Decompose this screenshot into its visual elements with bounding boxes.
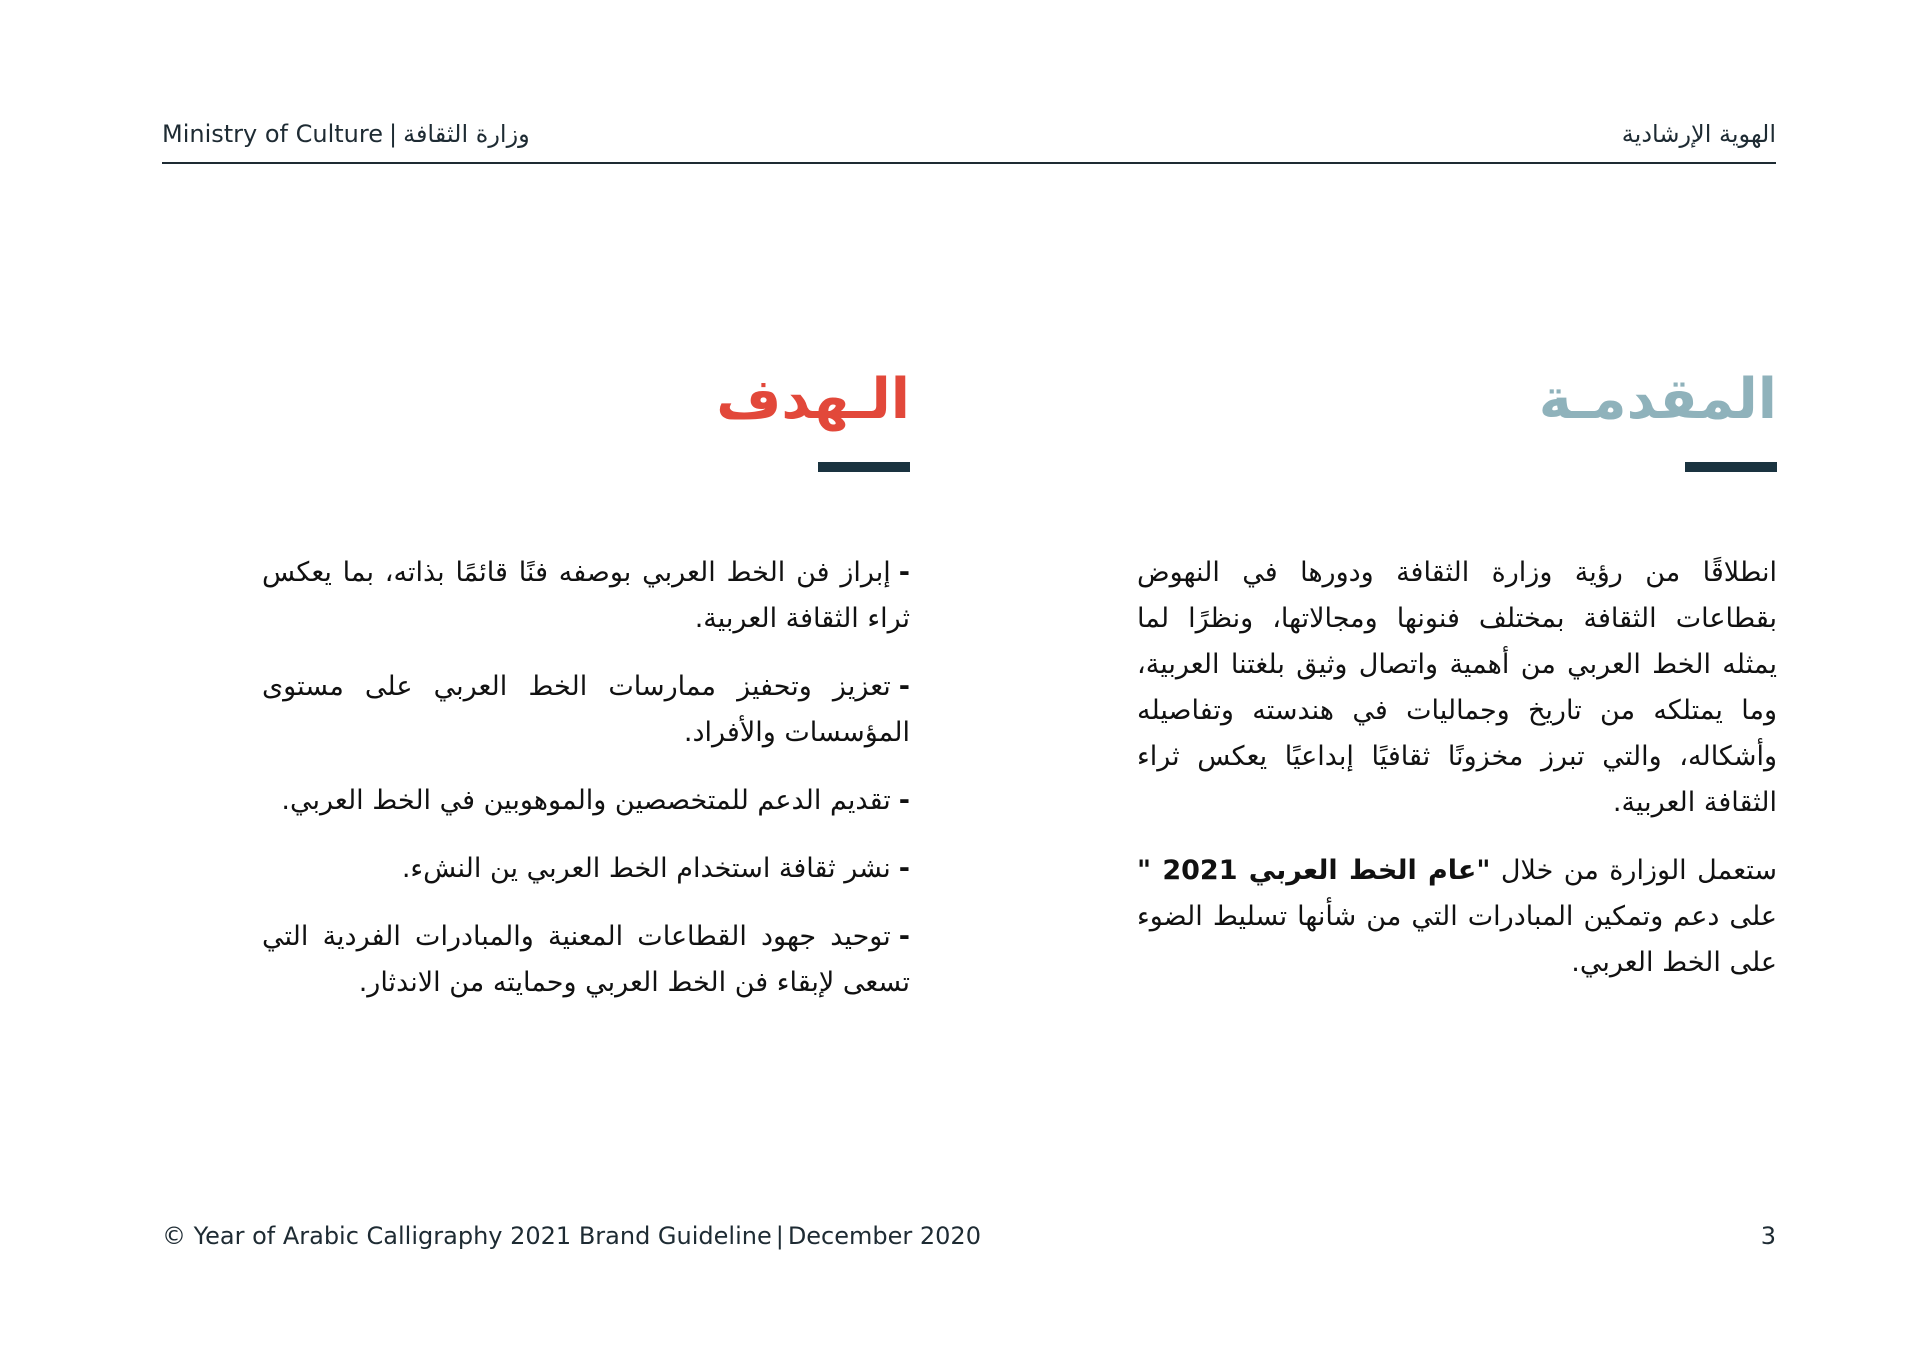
goal-item [262,846,910,892]
ministry-name-ar: وزارة الثقافة [403,120,530,148]
goal-item [262,664,910,756]
footer-copyright: © Year of Arabic Calligraphy 2021 Brand Guideline [162,1222,772,1250]
goal-item-text: توحيد جهود القطاعات المعنية والمبادرات الفردية التي تسعى لإبقاء فن الخط العربي وحمايته من الاندثار. [262,921,910,998]
header-separator: | [389,120,398,148]
intro-body [1137,550,1777,986]
bullet-dash: - [898,853,910,884]
goal-section [262,360,910,1028]
goal-item-text: تقديم الدعم للمتخصصين والموهوبين في الخط العربي. [281,785,891,816]
intro-paragraph-2 [1137,848,1777,986]
header-ministry-label [162,120,530,148]
ministry-name-en: Ministry of Culture [162,120,383,148]
bullet-dash: - [898,785,910,816]
bullet-dash: - [898,671,910,702]
intro-paragraph-2-highlight: "عام الخط العربي 2021 " [1137,855,1491,886]
intro-paragraph-2-suffix: على دعم وتمكين المبادرات التي من شأنها تسليط الضوء على الخط العربي. [1137,901,1777,978]
bullet-dash: - [898,557,910,588]
goal-item [262,778,910,824]
header-document-title: الهوية الإرشادية [1621,120,1776,148]
intro-title-underline [1685,462,1777,472]
header-divider [162,162,1776,164]
intro-paragraph-1: انطلاقًا من رؤية وزارة الثقافة ودورها في النهوض بقطاعات الثقافة بمختلف فنونها ومجالاتها، ونظرًا لما يمثله الخط العربي من أهمية واتصال وثيق بلغتنا العربية، وما يمتلكه من تاريخ وجماليات في هندسته وتفاصيله وأشكاله، والتي تبرز مخزونًا ثقافيًا إبداعيًا يعكس ثراء الثقافة العربية. [1137,557,1777,818]
bullet-dash: - [898,921,910,952]
footer-date: December 2020 [787,1222,981,1250]
goal-item [262,550,910,642]
goal-title-underline [818,462,910,472]
intro-title: المقدمـة [1538,367,1777,432]
intro-paragraph-2-prefix: ستعمل الوزارة من خلال [1490,855,1777,886]
goal-title: الـهدف [716,367,910,432]
goal-item-text: تعزيز وتحفيز ممارسات الخط العربي على مستوى المؤسسات والأفراد. [262,671,910,748]
intro-section [1137,360,1777,1008]
page-number: 3 [1760,1222,1776,1250]
goal-item-text: نشر ثقافة استخدام الخط العربي ين النشء. [401,853,891,884]
footer-separator: | [775,1222,784,1250]
goal-item-text: إبراز فن الخط العربي بوصفه فنًا قائمًا بذاته، بما يعكس ثراء الثقافة العربية. [262,557,910,634]
goal-list [262,550,910,1006]
footer-copyright-line [162,1222,981,1250]
goal-item [262,914,910,1006]
